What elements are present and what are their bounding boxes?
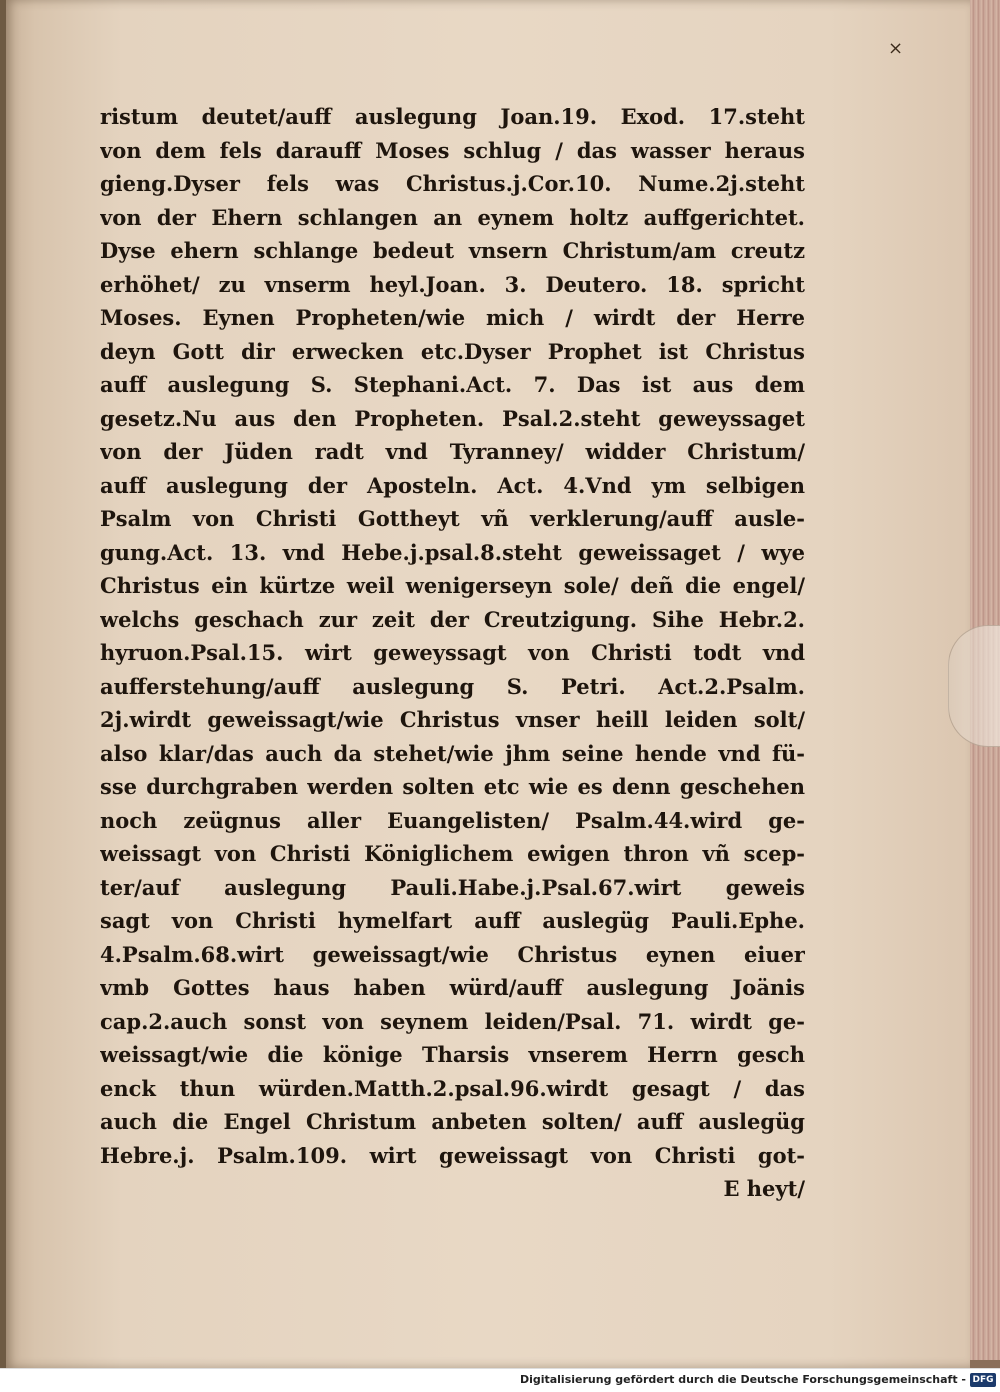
text-line: sse durchgraben werden solten etc wie es denn geschehen <box>100 774 805 799</box>
text-line: ristum deutet/auff auslegung Joan.19. Exod. 17.steht <box>100 104 805 129</box>
text-line: Moses. Eynen Propheten/wie mich / wirdt der Herre <box>100 305 805 330</box>
text-line: auff auslegung S. Stephani.Act. 7. Das ist aus dem <box>100 372 805 397</box>
book-clamp <box>948 625 1000 747</box>
text-line: cap.2.auch sonst von seynem leiden/Psal. 71. wirdt ge- <box>100 1008 805 1034</box>
funding-notice: Digitalisierung gefördert durch die Deutsche Forschungsgemeinschaft - <box>519 1373 966 1386</box>
footer-bar <box>0 1368 1000 1392</box>
text-line: Dyse ehern schlange bedeut vnsern Christum/am creutz <box>100 238 805 263</box>
text-line: aufferstehung/auff auslegung S. Petri. Act.2.Psalm. <box>100 673 805 699</box>
text-line: gieng.Dyser fels was Christus.j.Cor.10. Nume.2j.steht <box>100 171 805 196</box>
text-line: also klar/das auch da stehet/wie jhm seine hende vnd fü- <box>100 740 805 766</box>
text-line: ter/auf auslegung Pauli.Habe.j.Psal.67.wirt geweis <box>100 874 805 900</box>
text-line: Hebre.j. Psalm.109. wirt geweissagt von Christi got- <box>100 1142 805 1168</box>
text-line: enck thun würden.Matth.2.psal.96.wirdt gesagt / das <box>100 1075 805 1101</box>
text-line: von der Jüden radt vnd Tyranney/ widder Christum/ <box>100 439 805 464</box>
text-line: von dem fels darauff Moses schlug / das wasser heraus <box>100 137 805 163</box>
text-line: vmb Gottes haus haben würd/auff auslegung Joänis <box>100 975 805 1000</box>
text-line: auch die Engel Christum anbeten solten/ auff auslegüg <box>100 1109 805 1134</box>
dfg-logo: DFG <box>970 1373 996 1387</box>
text-line: Christus ein kürtze weil wenigerseyn sole/ deñ die engel/ <box>100 573 805 598</box>
text-line: hyruon.Psal.15. wirt geweyssagt von Christi todt vnd <box>100 640 805 665</box>
text-line: von der Ehern schlangen an eynem holtz auffgerichtet. <box>100 204 805 230</box>
text-line: 2j.wirdt geweissagt/wie Christus vnser heill leiden solt/ <box>100 707 805 732</box>
text-line: noch zeügnus aller Euangelisten/ Psalm.44.wird ge- <box>100 807 805 833</box>
text-line: Psalm von Christi Gottheyt vñ verklerung/auff ausle- <box>100 506 805 531</box>
text-line: 4.Psalm.68.wirt geweissagt/wie Christus eynen eiuer <box>100 941 805 967</box>
text-line: welchs geschach zur zeit der Creutzigung. Sihe Hebr.2. <box>100 606 805 632</box>
text-line: weissagt/wie die könige Tharsis vnserem Herrn gesch <box>100 1042 805 1067</box>
text-line: sagt von Christi hymelfart auff auslegüg Pauli.Ephe. <box>100 908 805 933</box>
text-line: weissagt von Christi Königlichem ewigen thron vñ scep- <box>100 841 805 866</box>
text-line: gung.Act. 13. vnd Hebe.j.psal.8.steht geweissaget / wye <box>100 539 805 565</box>
catchword: E heyt/ <box>723 1176 805 1201</box>
text-line: gesetz.Nu aus den Propheten. Psal.2.steht geweyssaget <box>100 405 805 431</box>
corner-mark: × <box>888 38 904 59</box>
page-text <box>100 100 805 1206</box>
text-line: auff auslegung der Aposteln. Act. 4.Vnd ym selbigen <box>100 472 805 498</box>
text-line: deyn Gott dir erwecken etc.Dyser Prophet ist Christus <box>100 338 805 364</box>
text-line: erhöhet/ zu vnserm heyl.Joan. 3. Deutero. 18. spricht <box>100 271 805 297</box>
